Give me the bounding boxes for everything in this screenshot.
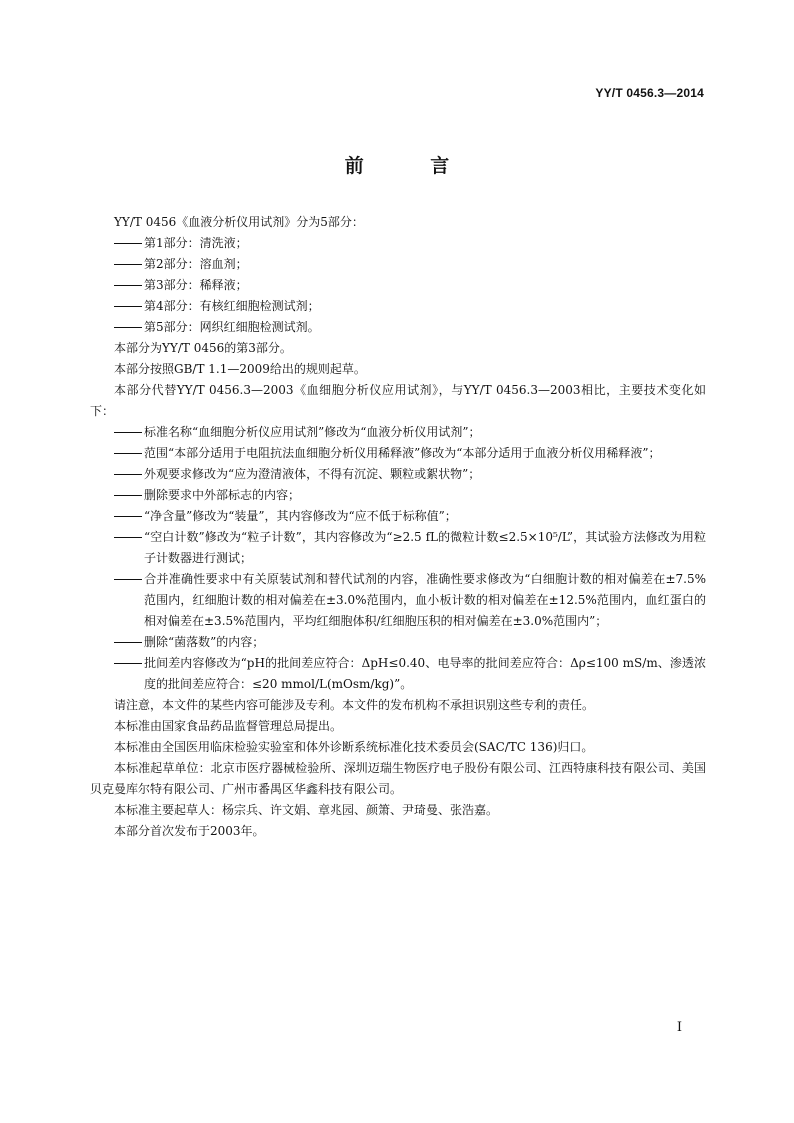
paragraph-text: 第1部分：清洗液； — [144, 236, 248, 250]
list-item — [90, 443, 706, 464]
list-item — [90, 506, 706, 527]
paragraph — [90, 212, 706, 233]
list-item — [90, 233, 706, 254]
paragraph-text: 标准名称“血细胞分析仪应用试剂”修改为“血液分析仪用试剂”； — [144, 425, 481, 439]
dash-marker — [114, 432, 142, 433]
paragraph — [90, 758, 706, 800]
list-item — [90, 569, 706, 632]
paragraph-text: 批间差内容修改为“pH的批间差应符合：ΔpH≤0.40、电导率的批间差应符合：Δρ≤100 mS/m、渗透浓度的批间差应符合：≤20 mmol/L(mOsm/kg)”。 — [144, 656, 706, 691]
paragraph-text: 第5部分：网织红细胞检测试剂。 — [144, 320, 320, 334]
paragraph-text: 本标准起草单位：北京市医疗器械检验所、深圳迈瑞生物医疗电子股份有限公司、江西特康科技有限公司、美国贝克曼库尔特有限公司、广州市番禺区华鑫科技有限公司。 — [90, 761, 706, 796]
list-item — [90, 527, 706, 569]
paragraph-text: 本部分首次发布于2003年。 — [114, 824, 265, 838]
paragraph-text: 删除要求中外部标志的内容； — [144, 488, 301, 502]
list-item — [90, 632, 706, 653]
dash-marker — [114, 516, 142, 517]
paragraph — [90, 737, 706, 758]
paragraph-text: 第2部分：溶血剂； — [144, 257, 248, 271]
paragraph — [90, 716, 706, 737]
paragraph — [90, 800, 706, 821]
paragraph-text: 范围“本部分适用于电阻抗法血细胞分析仪用稀释液”修改为“本部分适用于血液分析仪用稀释液”； — [144, 446, 661, 460]
list-item — [90, 422, 706, 443]
standard-code: YY/T 0456.3—2014 — [595, 86, 704, 100]
document-body — [90, 212, 706, 842]
paragraph-text: 外观要求修改为“应为澄清液体，不得有沉淀、颗粒或絮状物”； — [144, 467, 481, 481]
list-item — [90, 485, 706, 506]
page-title: 前 言 — [344, 155, 480, 177]
list-item — [90, 296, 706, 317]
dash-marker — [114, 579, 142, 580]
paragraph-text: 删除“菌落数”的内容； — [144, 635, 265, 649]
list-item — [90, 317, 706, 338]
paragraph-text: 第3部分：稀释液； — [144, 278, 248, 292]
dash-marker — [114, 495, 142, 496]
paragraph — [90, 359, 706, 380]
paragraph — [90, 380, 706, 422]
paragraph-text: 请注意，本文件的某些内容可能涉及专利。本文件的发布机构不承担识别这些专利的责任。 — [114, 698, 595, 712]
dash-marker — [114, 537, 142, 538]
paragraph-text: 本标准由全国医用临床检验实验室和体外诊断系统标准化技术委员会(SAC/TC 136)归口。 — [114, 740, 594, 754]
dash-marker — [114, 327, 142, 328]
dash-marker — [114, 306, 142, 307]
dash-marker — [114, 663, 142, 664]
paragraph-text: “净含量”修改为“装量”，其内容修改为“应不低于标称值”； — [144, 509, 457, 523]
dash-marker — [114, 285, 142, 286]
paragraph — [90, 338, 706, 359]
page-number: I — [676, 1020, 682, 1035]
paragraph-text: 本标准主要起草人：杨宗兵、许文娟、章兆园、颜箫、尹琦曼、张浩嘉。 — [114, 803, 499, 817]
list-item — [90, 653, 706, 695]
list-item — [90, 254, 706, 275]
paragraph-text: 本标准由国家食品药品监督管理总局提出。 — [114, 719, 343, 733]
paragraph — [90, 821, 706, 842]
dash-marker — [114, 642, 142, 643]
dash-marker — [114, 474, 142, 475]
paragraph-text: 第4部分：有核红细胞检测试剂； — [144, 299, 320, 313]
paragraph — [90, 695, 706, 716]
dash-marker — [114, 264, 142, 265]
paragraph-text: 本部分代替YY/T 0456.3—2003《血细胞分析仪应用试剂》，与YY/T 0456.3—2003相比，主要技术变化如下： — [90, 383, 706, 418]
paragraph-text: 本部分为YY/T 0456的第3部分。 — [114, 341, 292, 355]
dash-marker — [114, 243, 142, 244]
paragraph-text: 合并准确性要求中有关原装试剂和替代试剂的内容，准确性要求修改为“白细胞计数的相对偏差在±7.5%范围内，红细胞计数的相对偏差在±3.0%范围内，血小板计数的相对偏差在±12.5%范围内，血红蛋白的相对偏差在±3.5%范围内，平均红细胞体积/红细胞压积的相对偏差在±3.0%范围内”； — [144, 572, 706, 628]
paragraph-text: 本部分按照GB/T 1.1—2009给出的规则起草。 — [114, 362, 366, 376]
paragraph-text: YY/T 0456《血液分析仪用试剂》分为5部分： — [114, 215, 364, 229]
list-item — [90, 464, 706, 485]
list-item — [90, 275, 706, 296]
paragraph-text: “空白计数”修改为“粒子计数”，其内容修改为“≥2.5 fL的微粒计数≤2.5×10⁵/L”，其试验方法修改为用粒子计数器进行测试； — [144, 530, 706, 565]
dash-marker — [114, 453, 142, 454]
